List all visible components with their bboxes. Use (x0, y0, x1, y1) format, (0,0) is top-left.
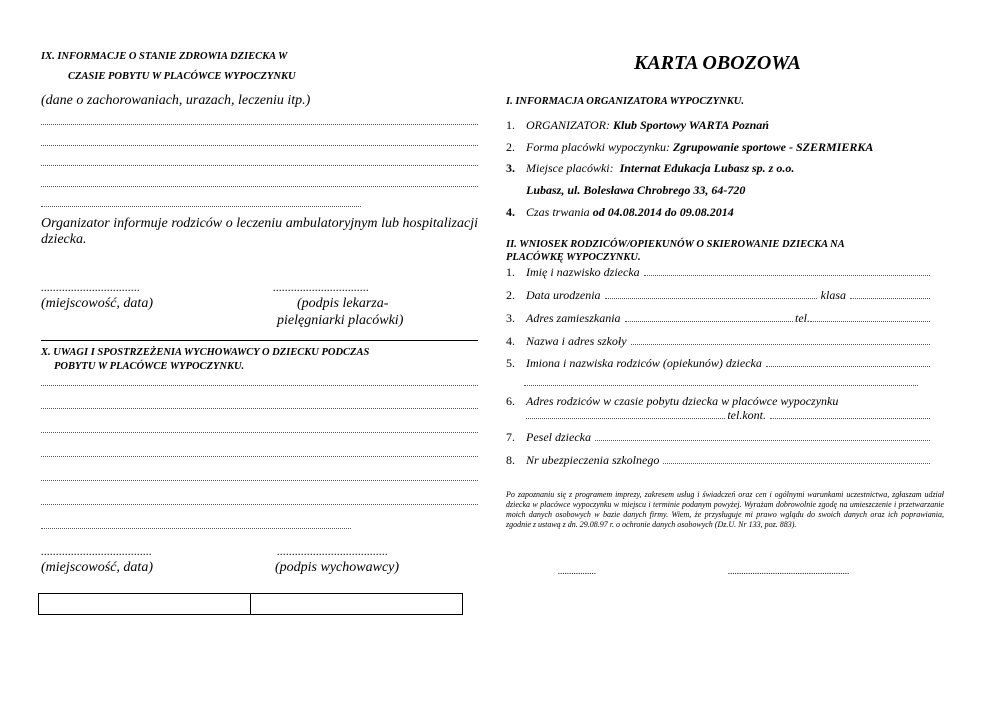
item-label: Forma placówki wypoczynku: (526, 140, 673, 154)
sig1-left-dots: ................................. (41, 280, 140, 294)
fill-line[interactable] (41, 385, 478, 387)
insurance-field[interactable] (663, 453, 930, 464)
item-value: od 04.08.2014 do 09.08.2014 (592, 205, 734, 219)
organizer-item (506, 161, 794, 176)
fill-line[interactable] (41, 480, 478, 482)
item-label: ORGANIZATOR: (526, 118, 613, 132)
item-label: Miejsce placówki: (526, 161, 620, 175)
sig2-right-label: (podpis wychowawcy) (275, 560, 400, 575)
row-label: Nazwa i adres szkoły (526, 334, 627, 348)
item-value: Zgrupowanie sportowe - SZERMIERKA (672, 140, 874, 154)
consent-sig-left: ................. (558, 566, 597, 576)
sig2-left-label: (miejscowość, data) (41, 560, 153, 575)
organizer-info: Organizator informuje rodziców o leczeniu ambulatoryjnym lub hospitalizacji dziecka. (41, 216, 478, 247)
organizer-item (506, 205, 734, 220)
form-row (526, 408, 930, 423)
section10-title-line2: POBYTU W PLACÓWCE WYPOCZYNKU. (54, 361, 245, 372)
fill-line[interactable] (41, 145, 478, 147)
row-label: Adres rodziców w czasie pobytu dziecka w placówce wypoczynku (526, 394, 839, 408)
parents-address-field[interactable] (526, 408, 725, 419)
item-number: 4. (506, 205, 515, 219)
name-field[interactable] (644, 265, 930, 276)
pesel-field[interactable] (595, 430, 930, 441)
organizer-item (506, 140, 873, 155)
divider (41, 340, 478, 341)
section9-title-line2: CZASIE POBYTU W PLACÓWCE WYPOCZYNKU (68, 71, 296, 82)
row-label: Adres zamieszkania (526, 311, 621, 325)
consent-text: Po zapoznaniu się z programem imprezy, zakresem usług i świadczeń oraz cen i ogólnymi warunkami uczestnictwa, zgłaszam udział dziecka w placówce wypoczynku w miejscu i terminie podanym powyżej. Wyrażam dobrowolnie zgodę na umieszczenie i przetwarzanie moich danych osobowych w bazie danych firmy. Wiem, że przysługuje mi prawo wglądu do swoich danych oraz ich poprawiania, zgodnie z ustawą z dn. 29.08.97 r. o ochronie danych osobowych (Dz.U. Nr 133, poz. 883). (506, 490, 944, 529)
row-number: 7. (506, 430, 515, 444)
row-number: 3. (506, 311, 515, 325)
row-label-2: tel.kont. (727, 408, 766, 422)
form-row (506, 311, 930, 326)
section1-title: I. INFORMACJA ORGANIZATORA WYPOCZYNKU. (506, 96, 744, 107)
row-number: 1. (506, 265, 515, 279)
fill-line[interactable] (41, 124, 478, 126)
section9-title-line1: IX. INFORMACJE O STANIE ZDROWIA DZIECKA W (41, 51, 288, 62)
fill-line[interactable] (41, 456, 478, 458)
row-label-2: klasa (820, 288, 846, 302)
row-label: Imię i nazwisko dziecka (526, 265, 640, 279)
parents-field-cont[interactable] (524, 385, 918, 387)
bottom-table-cell[interactable] (39, 594, 251, 614)
bottom-table (38, 593, 463, 615)
item-number: 2. (506, 140, 515, 154)
item-value: Internat Edukacja Lubasz sp. z o.o. (619, 161, 795, 175)
fill-line[interactable] (41, 206, 361, 208)
form-row (506, 288, 930, 303)
organizer-item (506, 118, 769, 133)
sig1-right-label-1: (podpis lekarza- (297, 296, 389, 311)
row-label: Nr ubezpieczenia szkolnego (526, 453, 660, 467)
form-row (506, 356, 930, 371)
page-title: KARTA OBOZOWA (634, 52, 801, 74)
contact-phone-field[interactable] (770, 408, 930, 419)
school-field[interactable] (631, 334, 930, 345)
row-label: Data urodzenia (526, 288, 601, 302)
item-label: Czas trwania (526, 205, 593, 219)
fill-line[interactable] (41, 165, 478, 167)
row-number: 5. (506, 356, 515, 370)
birthdate-field[interactable] (605, 288, 817, 299)
class-field[interactable] (850, 288, 930, 299)
section10-title-line1: X. UWAGI I SPOSTRZEŻENIA WYCHOWAWCY O DZIECKU PODCZAS (41, 347, 370, 358)
fill-line[interactable] (41, 186, 478, 188)
section2-title-line1: II. WNIOSEK RODZICÓW/OPIEKUNÓW O SKIEROWANIE DZIECKA NA (506, 239, 845, 250)
fill-line[interactable] (41, 528, 351, 530)
fill-line[interactable] (41, 432, 478, 434)
sig1-right-label-2: pielęgniarki placówki) (277, 313, 404, 328)
section9-hint: (dane o zachorowaniach, urazach, leczeniu itp.) (41, 93, 311, 108)
parents-field[interactable] (766, 356, 930, 367)
section2-title-line2: PLACÓWKĘ WYPOCZYNKU. (506, 252, 641, 263)
fill-line[interactable] (41, 408, 478, 410)
item-value: Klub Sportowy WARTA Poznań (613, 118, 769, 132)
form-row (506, 334, 930, 349)
item-value: Lubasz, ul. Bolesława Chrobrego 33, 64-720 (526, 183, 746, 197)
row-number: 6. (506, 394, 515, 408)
sig2-right-dots: ..................................... (277, 544, 388, 558)
form-row (506, 430, 930, 445)
sig1-left-label: (miejscowość, data) (41, 296, 153, 311)
fill-line[interactable] (41, 504, 478, 506)
form-row (506, 265, 930, 280)
consent-sig-right: ...................................................... (728, 566, 850, 576)
row-number: 8. (506, 453, 515, 467)
address-field[interactable] (625, 311, 793, 322)
organizer-item (506, 183, 745, 198)
phone-field[interactable] (810, 311, 930, 322)
item-number: 1. (506, 118, 515, 132)
sig1-right-dots: ................................ (273, 280, 369, 294)
row-number: 2. (506, 288, 515, 302)
row-label: Pesel dziecka (526, 430, 591, 444)
row-number: 4. (506, 334, 515, 348)
item-number (506, 183, 526, 198)
form-row (506, 453, 930, 468)
form-row (506, 394, 930, 409)
row-label: Imiona i nazwiska rodziców (opiekunów) dziecka (526, 356, 762, 370)
sig2-left-dots: ..................................... (41, 544, 152, 558)
item-number: 3. (506, 161, 515, 175)
row-label-2: tel. (795, 311, 810, 325)
bottom-table-cell[interactable] (251, 594, 462, 614)
